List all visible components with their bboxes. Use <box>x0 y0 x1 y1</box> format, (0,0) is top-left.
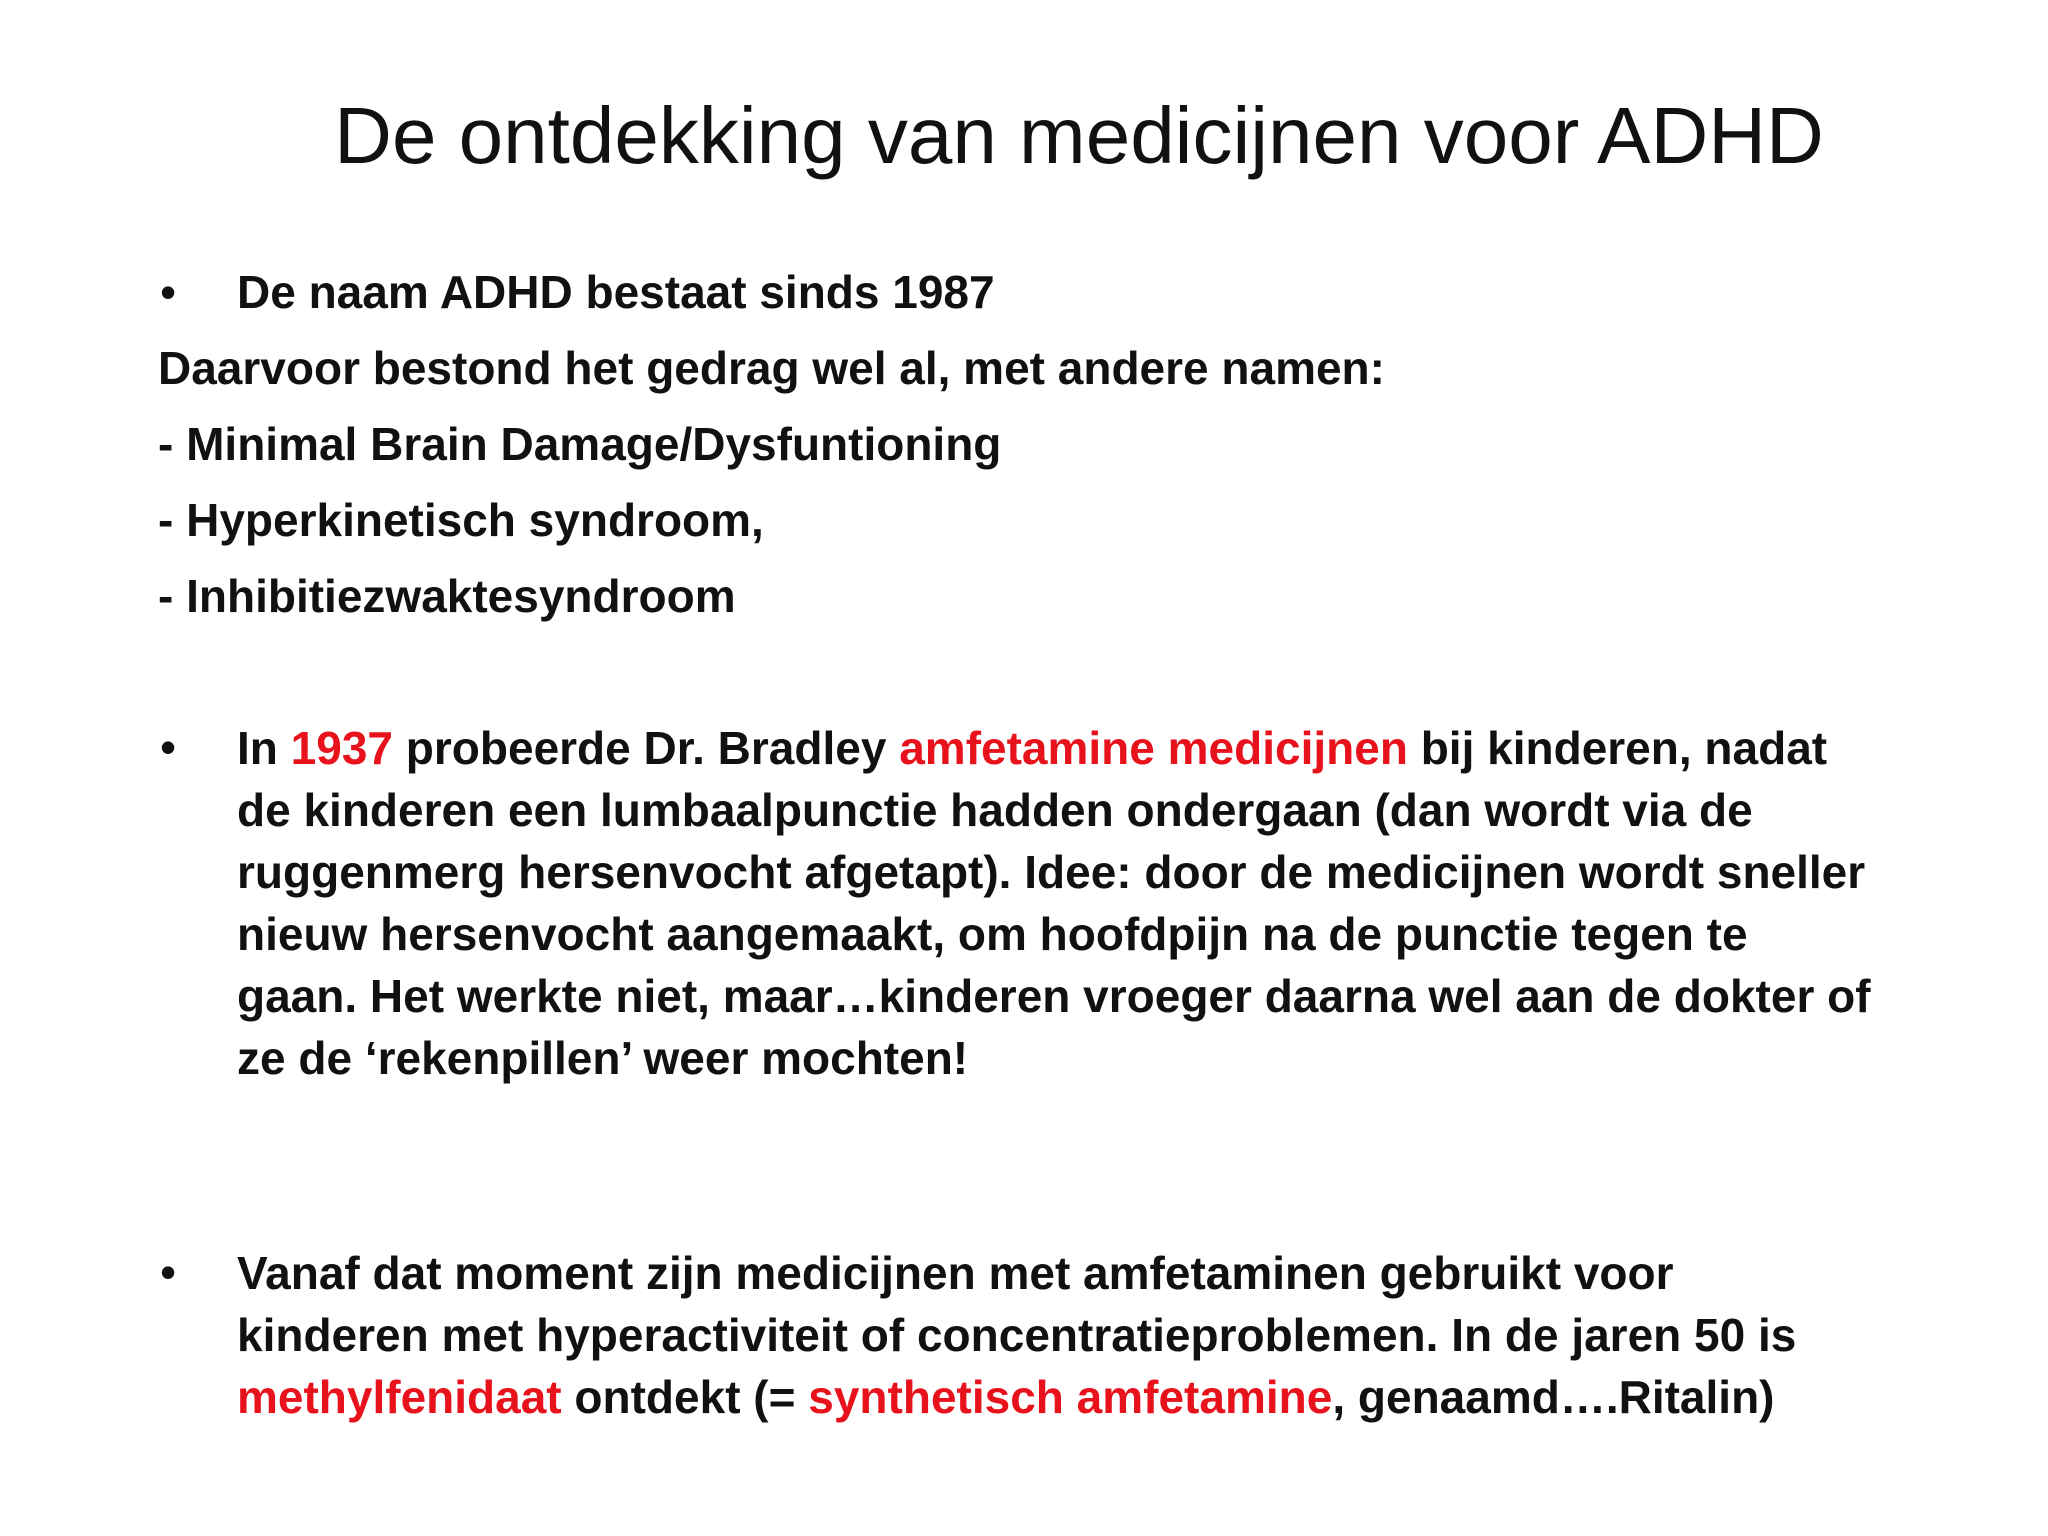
text-segment: Vanaf dat moment zijn medicijnen met amfetaminen gebruikt voor kinderen met hyperactiviteit of concentratieproblemen. In de jaren 50 is <box>237 1247 1797 1361</box>
former-name-item: - Hyperkinetisch syndroom, <box>158 494 764 546</box>
text-segment: probeerde Dr. Bradley <box>393 722 900 774</box>
highlight-year: 1937 <box>290 722 394 774</box>
intro-lead-text: Daarvoor bestond het gedrag wel al, met andere namen: <box>158 342 1385 394</box>
text-segment: ontdekt (= <box>561 1371 809 1423</box>
former-name-item: - Inhibitiezwaktesyndroom <box>158 570 736 622</box>
bullet-icon: • <box>160 721 177 773</box>
bullet-icon: • <box>160 1246 177 1298</box>
bullet-ritalin-paragraph <box>237 1242 1877 1428</box>
highlight-amphetamine: amfetamine medicijnen <box>899 722 1408 774</box>
text-segment: , genaamd….Ritalin) <box>1332 1371 1775 1423</box>
text-segment: In <box>237 722 291 774</box>
highlight-synthetic-amphetamine: synthetisch amfetamine <box>808 1371 1333 1423</box>
bullet-adhd-name: De naam ADHD bestaat sinds 1987 <box>237 266 995 318</box>
bullet-bradley-paragraph <box>237 717 1877 1089</box>
former-name-item: - Minimal Brain Damage/Dysfuntioning <box>158 418 1002 470</box>
slide-title: De ontdekking van medicijnen voor ADHD <box>334 91 1824 180</box>
text-segment: bij kinderen, nadat de kinderen een lumbaalpunctie hadden ondergaan (dan wordt via de ruggenmerg hersenvocht afgetapt). Idee: door de medicijnen wordt sneller nieuw hersenvocht aangemaakt, om hoofdpijn na de punctie tegen te gaan. Het werkte niet, maar…kinderen vroeger daarna wel aan de dokter of ze de ‘rekenpillen’ weer mochten! <box>237 722 1871 1084</box>
bullet-icon: • <box>160 266 177 318</box>
highlight-methylphenidate: methylfenidaat <box>237 1371 562 1423</box>
